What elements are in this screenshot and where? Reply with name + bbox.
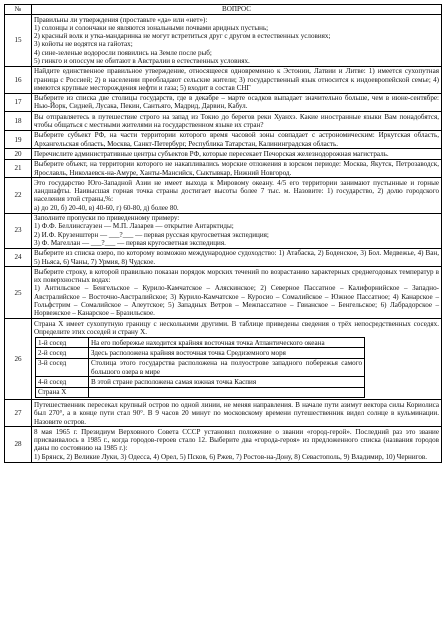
question-text (32, 130, 442, 149)
question-number: 20 (5, 149, 32, 159)
neighbor-label: 4-й сосед (36, 377, 89, 387)
question-number: 16 (5, 66, 32, 93)
neighbor-description: В этой стране расположена самая южная точка Каспия (89, 377, 365, 387)
neighbor-label: 3-й сосед (36, 358, 89, 377)
question-row (5, 66, 442, 93)
question-row (5, 400, 442, 427)
question-number: 17 (5, 93, 32, 112)
question-row (5, 112, 442, 131)
question-line: Правильны ли утверждения (проставьте «да» или «нет»): (34, 15, 208, 24)
neighbor-label: 2-й сосед (36, 348, 89, 358)
question-number: 23 (5, 213, 32, 248)
question-line: а) до 20, б) 20-40, в) 40-60, г) 60-80, д) более 80. (34, 203, 179, 212)
question-text (32, 93, 442, 112)
question-row (5, 213, 442, 248)
neighbor-label: 1-й сосед (36, 338, 89, 348)
question-row (5, 149, 442, 159)
question-text (32, 400, 442, 427)
neighbor-row (36, 377, 365, 387)
question-row (5, 15, 442, 67)
neighbor-description: На его побережье находится крайняя восточная точка Атлантического океана (89, 338, 365, 348)
question-number: 15 (5, 15, 32, 67)
question-line: Выберите объект, на территории которого не накапливались морские отложения в юрском периоде: Москва, Якутск, Петрозаводск, Ярославль, Николаевск-на-Амуре, Ханты-Мансийск, Сыктывкар, Нижний Новгород. (34, 160, 439, 177)
question-number: 25 (5, 267, 32, 319)
question-row (5, 248, 442, 267)
question-text (32, 159, 442, 178)
question-text (32, 178, 442, 213)
neighbor-description: Столица этого государства расположена на полуострове западного побережья самого большого озера в мире (89, 358, 365, 377)
questions-body (5, 15, 442, 463)
question-line: Путешественник пересекал крупный остров по одной линии, не меняя направления. В начале пути азимут вектора силы Кориолиса был 270°, а в конце пути стал 90°. В 9 часов 20 минут по московскому времени путешественник видел солнце в кульминации. Назовите остров. (34, 400, 439, 426)
question-line: 8 мая 1965 г. Президиум Верховного Совета СССР установил положение о звании «город-герой». Последний раз это звание присваивалось в 1985 г., когда городов-героев стало 12. Выберите два «города-героя» из предложенного списка (названия городов даны по состоянию на 1985 г.): (34, 427, 439, 453)
question-row (5, 319, 442, 400)
neighbor-row (36, 387, 365, 397)
question-text (32, 267, 442, 319)
question-row (5, 130, 442, 149)
neighbor-row (36, 358, 365, 377)
question-line: 2) И.Ф. Крузенштерн — ___?___ — первая русская кругосветная экспедиция; (34, 230, 269, 239)
question-line: Выберите субъект РФ, на части территории которого время часовой зоны совпадает с астрономическим: Иркутская область, Архангельская область, Москва, Санкт-Петербург, Республика Татарстан, Калининградская область. (34, 131, 439, 148)
question-line: 2) красный волк и утка-мандаринка не могут встретиться друг с другом в естественных условиях; (34, 32, 331, 41)
question-number: 19 (5, 130, 32, 149)
neighbors-table (35, 337, 365, 398)
question-line: Выберите строку, в которой правильно показан порядок морских течений по возрастанию характерных среднегодовых температур в их поверхностных водах: (34, 267, 439, 285)
question-line: Это государство Юго-Западной Азии не имеет выхода к Мировому океану. 4/5 его территории занимают пустынные и горные ландшафты. Наивысшая горная точка страны достигает высоты более 7 тыс. м. Назовите: 1) государство, 2) долю городского населения этой страны,%: (34, 178, 439, 204)
table-header-row (5, 5, 442, 15)
question-number: 26 (5, 319, 32, 400)
question-line: 1) Брянск, 2) Великие Луки, 3) Одесса, 4) Орел, 5) Псков, 6) Ржев, 7) Ростов-на-Дону, 8) Севастополь, 9) Владимир, 10) Чернигов. (34, 452, 428, 461)
question-line: 1) солонцы и солончаки не являются зональными почвами аридных пустынь; (34, 23, 269, 32)
header-number: № (5, 5, 32, 15)
question-line: 4) сине-зеленые водоросли появились на Земле после рыб; (34, 48, 212, 57)
question-text (32, 112, 442, 131)
document-page (4, 4, 442, 463)
neighbor-description: Здесь расположена крайняя восточная точка Средиземного моря (89, 348, 365, 358)
question-text (32, 15, 442, 67)
question-text (32, 213, 442, 248)
question-text (32, 248, 442, 267)
neighbor-label: Страна Х (36, 387, 89, 397)
neighbor-row (36, 338, 365, 348)
question-number: 24 (5, 248, 32, 267)
question-text (32, 427, 442, 462)
question-number: 28 (5, 427, 32, 462)
question-line: Заполните пропуски по приведенному примеру: (34, 214, 180, 223)
question-line: 3) койоты не водятся на гайотах; (34, 40, 133, 49)
question-number: 27 (5, 400, 32, 427)
question-line: 1) Антильское – Бенгельское – Курило-Камчатское – Аляскинское; 2) Северное Пассатное – Калифорнийское – Западно-Австралийское – Восточно-Австралийское; 3) Курило-Камчатское – Куросио – Сомалийское – Южное Пассатное; 4) Канарское – Гольфстрим – Сомалийское – Алеутское; 5) Западных Ветров – Межпассатное – Гвианское – Бенгельское; 6) Лабрадорское – Норвежское – Канарское – Бразильское. (34, 284, 439, 318)
question-row (5, 178, 442, 213)
question-line: 5) гинкго и опоссум не обитают в Австралии в естественных условиях. (34, 56, 250, 65)
neighbor-row (36, 348, 365, 358)
question-intro: Страна Х имеет сухопутную границу с несколькими другими. В таблице приведены сведения о трёх непосредственных соседях. Определите этих соседей и страну Х. (34, 319, 439, 336)
question-text (32, 149, 442, 159)
question-line: 3) Ф. Магеллан — ___?___ — первая кругосветная экспедиция. (34, 238, 226, 247)
question-text (32, 66, 442, 93)
question-line: Выберите из списка две столицы государств, где в декабре – марте осадков выпадает значительно больше, чем в июне-сентябре: Нью-Йорк, Сидней, Лусака, Пекин, Сантьяго, Мадрид, Дарвин, Кабул. (34, 94, 439, 111)
neighbor-description (89, 387, 365, 397)
question-number: 21 (5, 159, 32, 178)
question-number: 22 (5, 178, 32, 213)
question-row (5, 159, 442, 178)
question-line: Вы отправляетесь в путешествие строго на запад из Токио до берегов реки Хуанхэ. Какие иностранные языки Вам понадобятся, чтобы общаться с местными жителями на государственном языке их стран? (34, 112, 439, 130)
question-line: 1) Ф.Ф. Беллинсгаузен — М.П. Лазарев — открытие Антарктиды; (34, 222, 234, 231)
question-row (5, 93, 442, 112)
question-row (5, 267, 442, 319)
questions-table (4, 4, 442, 463)
question-line: Найдите единственное правильное утверждение, относящееся одновременно к Эстонии, Латвии и Литве: 1) имеется сухопутная граница с Россией; 2) в населении преобладают сельские жители; 3) государственный язык относится к индоевропейской семье; 4) имеются крупные месторождения нефти и газа; 5) входит в состав СНГ (34, 67, 439, 92)
question-line: Перечислите административные центры субъектов РФ, которые пересекает Печорская железнодорожная магистраль. (34, 149, 389, 158)
question-row (5, 427, 442, 462)
header-question: ВОПРОС (32, 5, 442, 15)
question-line: Выберите из списка озеро, по которому возможно международное судоходство: 1) Атабаска, 2) Боденское, 3) Бол. Медвежье, 4) Ван, 5) Ньяса, 6) Чаны, 7) Урмия, 8) Чудское. (34, 249, 439, 266)
question-number: 18 (5, 112, 32, 131)
question-text (32, 319, 442, 400)
